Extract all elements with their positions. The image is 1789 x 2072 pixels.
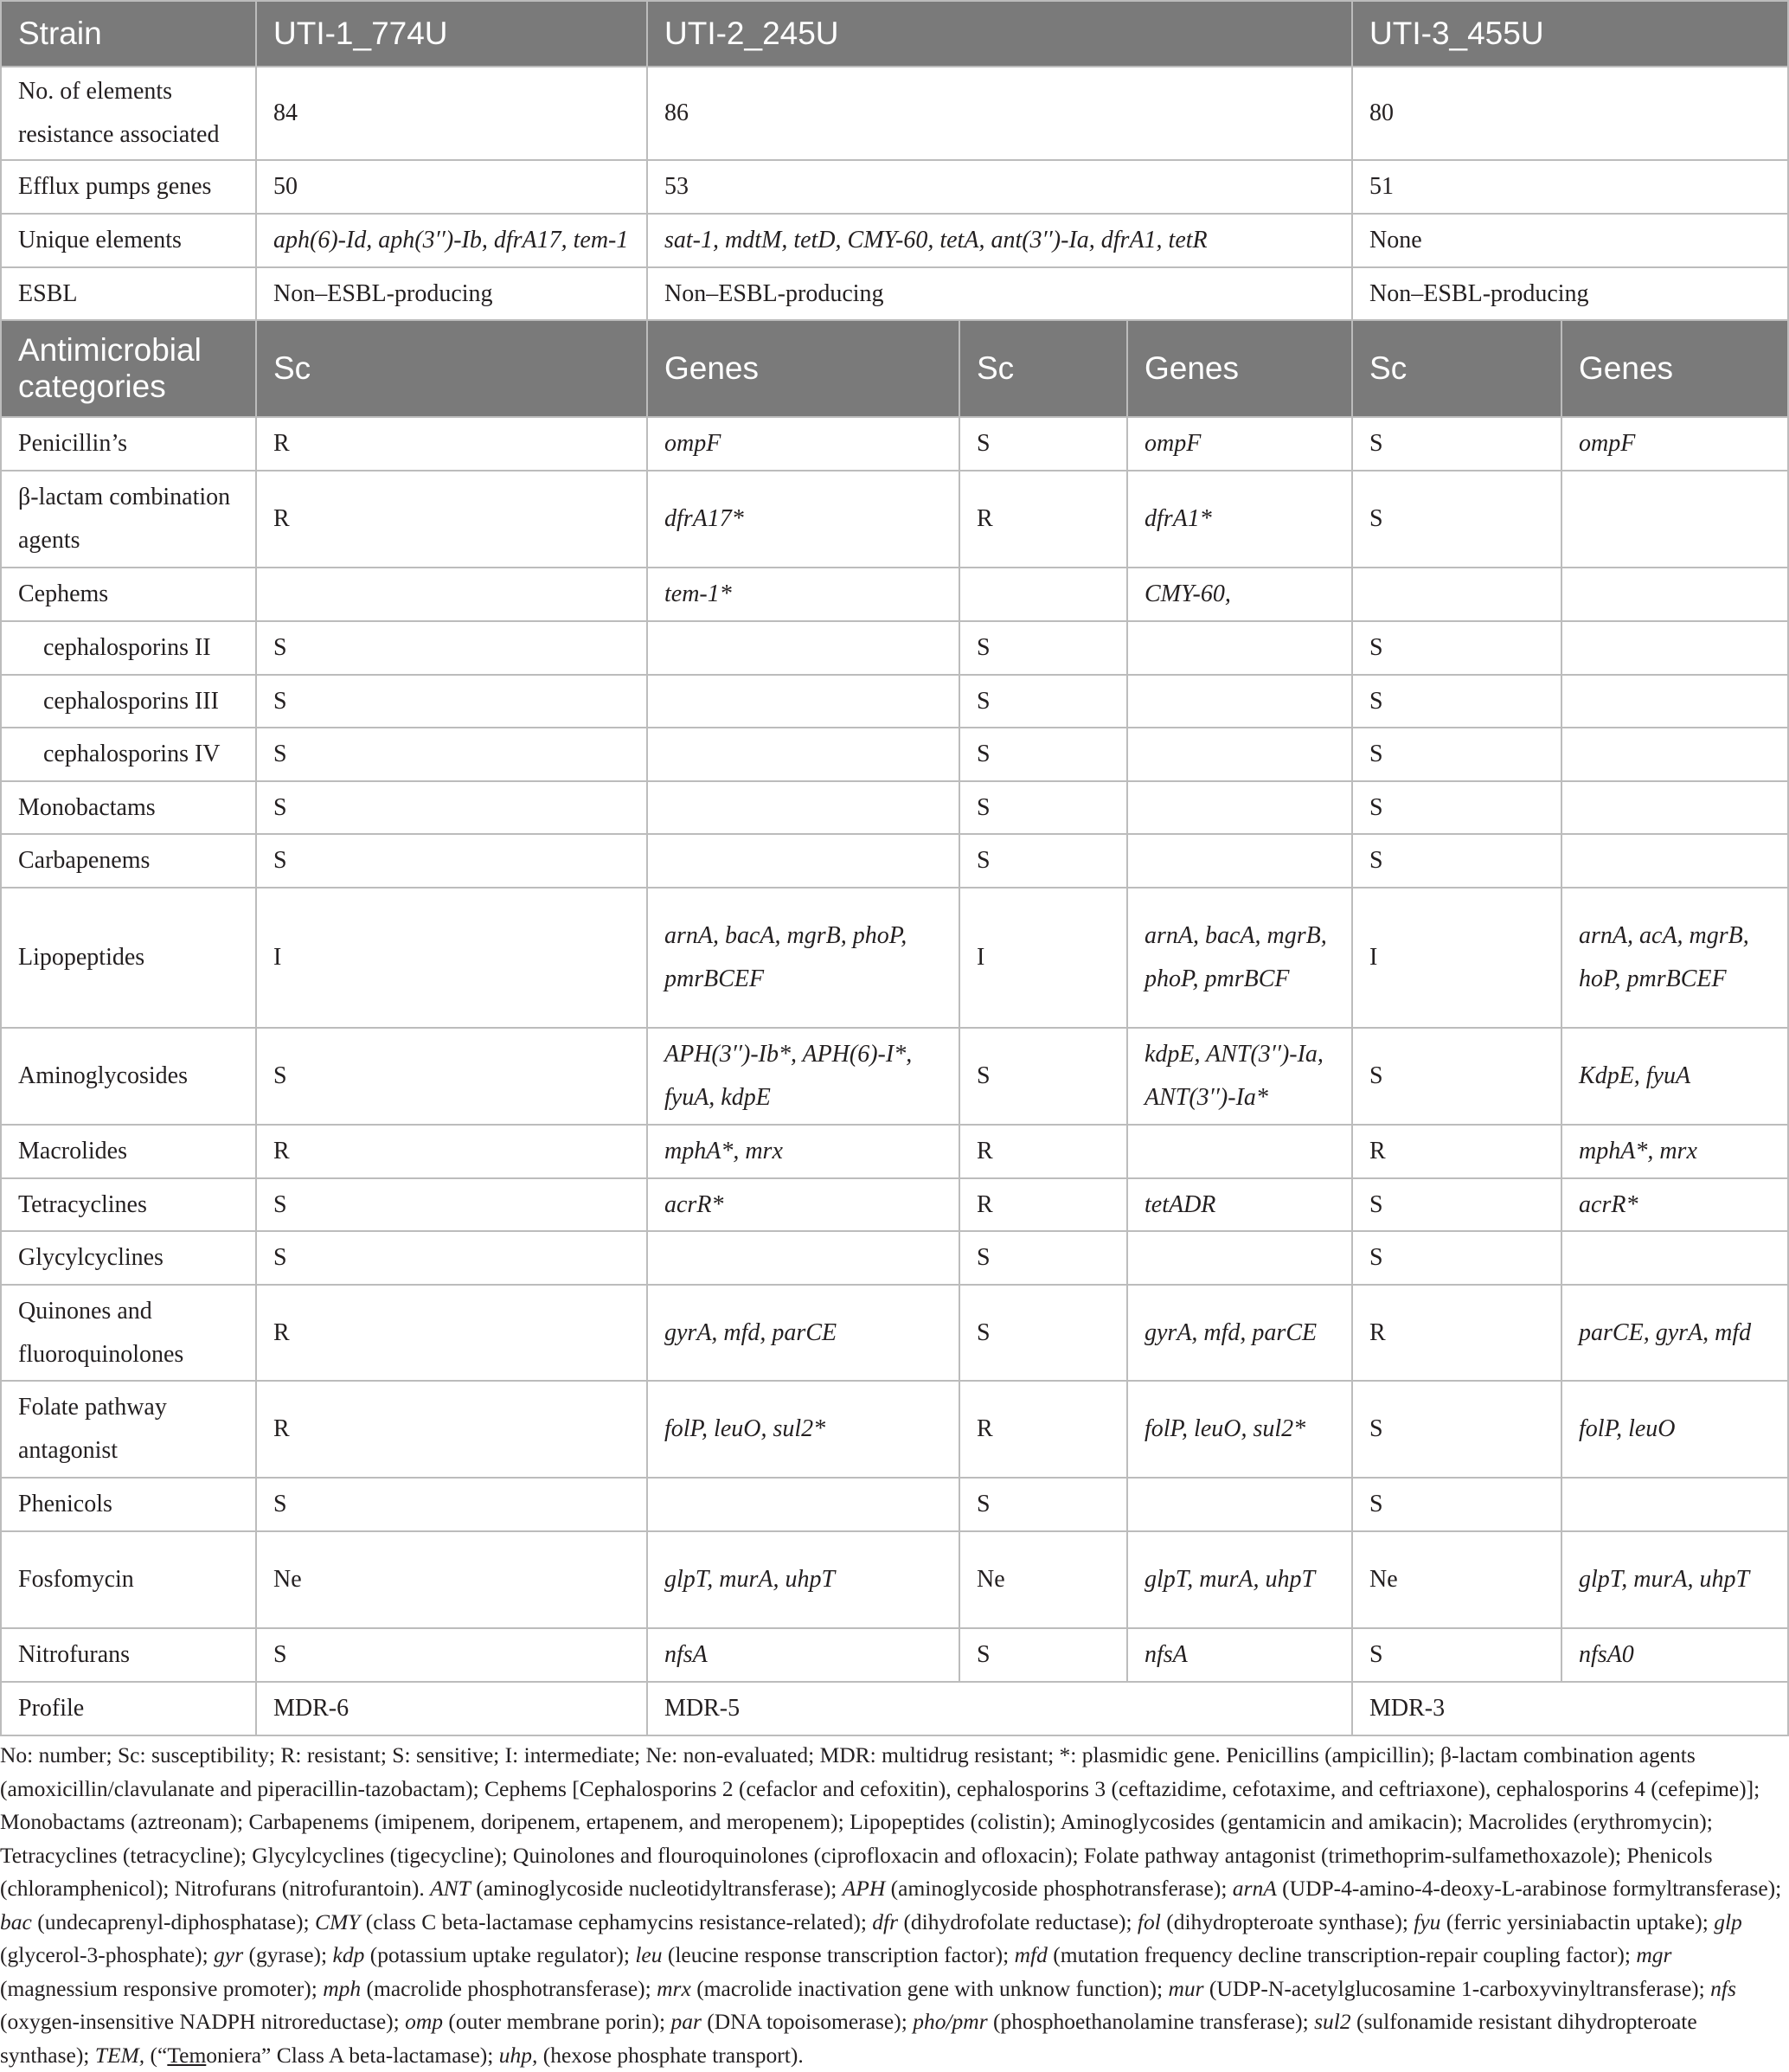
footnote-text: (dihydropteroate synthase); (1160, 1908, 1414, 1934)
footnote-text: (“ (144, 2042, 168, 2068)
genes-cell: arnA, acA, mgrB, hoP, pmrBCEF (1561, 888, 1788, 1028)
summary-value: None (1352, 214, 1788, 267)
genes-cell (1561, 471, 1788, 568)
category-row (1, 568, 1788, 621)
row-label: ESBL (1, 267, 256, 320)
footnote-text: nfs (1710, 1975, 1736, 2001)
category-label: Folate pathway antagonist (1, 1381, 256, 1478)
genes-cell: mphA*, mrx (1561, 1125, 1788, 1178)
footnote-text: (potassium uptake regulator); (364, 1942, 636, 1967)
footnote-text: (macrolide phosphotransferase); (361, 1975, 657, 2001)
footnote-text: bac (0, 1908, 32, 1934)
genes-cell: mphA*, mrx (647, 1125, 959, 1178)
susceptibility-cell: S (959, 417, 1127, 471)
category-row (1, 1028, 1788, 1125)
strain-header-row (1, 1, 1788, 67)
susceptibility-cell: S (959, 781, 1127, 834)
category-row (1, 888, 1788, 1028)
susceptibility-cell: Ne (1352, 1531, 1561, 1628)
footnote-text: (ferric yersiniabactin uptake); (1440, 1908, 1715, 1934)
summary-value: 50 (256, 160, 647, 214)
category-label: Penicillin’s (1, 417, 256, 471)
table-footnote (0, 1739, 1787, 2072)
footnote-text: (phosphoethanolamine transferase); (987, 2009, 1315, 2034)
genes-cell: arnA, bacA, mgrB, phoP, pmrBCEF (647, 888, 959, 1028)
category-row (1, 1478, 1788, 1531)
genes-cell: CMY-60, (1127, 568, 1352, 621)
category-row (1, 471, 1788, 568)
genes-cell (647, 834, 959, 888)
genes-cell: kdpE, ANT(3′′)-Ia, ANT(3′′)-Ia* (1127, 1028, 1352, 1125)
susceptibility-cell: S (1352, 675, 1561, 728)
susceptibility-cell: S (256, 621, 647, 675)
footnote-text: Tem (167, 2042, 207, 2068)
susceptibility-cell: I (256, 888, 647, 1028)
genes-cell: gyrA, mfd, parCE (647, 1285, 959, 1381)
strain-header-label: Strain (1, 1, 256, 67)
footnote-text: (macrolide inactivation gene with unknow function); (690, 1975, 1169, 2001)
genes-cell: glpT, murA, uhpT (1127, 1531, 1352, 1628)
summary-value: 51 (1352, 160, 1788, 214)
genes-cell (647, 728, 959, 781)
category-row (1, 1178, 1788, 1231)
susceptibility-cell (256, 568, 647, 621)
sc-header: Sc (1352, 320, 1561, 417)
genes-cell (1127, 675, 1352, 728)
susceptibility-cell: S (1352, 834, 1561, 888)
susceptibility-cell: S (959, 834, 1127, 888)
genes-header: Genes (1561, 320, 1788, 417)
row-label: No. of elements resistance associated (1, 67, 256, 160)
genes-cell: parCE, gyrA, mfd (1561, 1285, 1788, 1381)
strain-name: UTI-2_245U (647, 1, 1352, 67)
footnote-text: (glycerol-3-phosphate); (0, 1942, 215, 1967)
susceptibility-cell: Ne (959, 1531, 1127, 1628)
summary-value: aph(6)-Id, aph(3′′)-Ib, dfrA17, tem-1 (256, 214, 647, 267)
genes-cell: folP, leuO (1561, 1381, 1788, 1478)
footnote-text: leu (635, 1942, 663, 1967)
susceptibility-cell: S (256, 1628, 647, 1682)
footnote-text: pho/pmr (913, 2009, 988, 2034)
susceptibility-cell: S (959, 621, 1127, 675)
genes-header: Genes (647, 320, 959, 417)
category-label: Tetracyclines (1, 1178, 256, 1231)
summary-row (1, 214, 1788, 267)
genes-cell: APH(3′′)-Ib*, APH(6)-I*, fyuA, kdpE (647, 1028, 959, 1125)
susceptibility-cell: S (959, 1478, 1127, 1531)
category-row (1, 1125, 1788, 1178)
footnote-text: arnA (1232, 1876, 1277, 1901)
genes-header: Genes (1127, 320, 1352, 417)
genes-cell: folP, leuO, sul2* (1127, 1381, 1352, 1478)
footnote-text: TEM, (94, 2042, 145, 2068)
summary-row (1, 267, 1788, 320)
sc-header: Sc (256, 320, 647, 417)
genes-cell (1561, 728, 1788, 781)
genes-cell (1561, 781, 1788, 834)
genes-cell: dfrA17* (647, 471, 959, 568)
susceptibility-cell: S (256, 1231, 647, 1285)
susceptibility-cell: S (959, 1285, 1127, 1381)
summary-row (1, 160, 1788, 214)
genes-cell (1561, 834, 1788, 888)
susceptibility-cell: S (1352, 781, 1561, 834)
genes-cell (1127, 728, 1352, 781)
footnote-text: (aminoglycoside nucleotidyltransferase); (470, 1876, 843, 1901)
susceptibility-cell (959, 568, 1127, 621)
category-row (1, 781, 1788, 834)
category-label: Cephems (1, 568, 256, 621)
susceptibility-cell: R (1352, 1285, 1561, 1381)
susceptibility-cell: R (256, 1125, 647, 1178)
genes-cell: acrR* (1561, 1178, 1788, 1231)
susceptibility-cell: S (1352, 1478, 1561, 1531)
profile-value: MDR-5 (647, 1682, 1352, 1735)
genes-cell: nfsA0 (1561, 1628, 1788, 1682)
footnote-text: (leucine response transcription factor); (662, 1942, 1015, 1967)
summary-value: sat-1, mdtM, tetD, CMY-60, tetA, ant(3′′)-Ia, dfrA1, tetR (647, 214, 1352, 267)
susceptibility-cell: R (256, 417, 647, 471)
sc-header: Sc (959, 320, 1127, 417)
susceptibility-cell: S (256, 675, 647, 728)
footnote-text: uhp, (498, 2042, 538, 2068)
footnote-text: ANT (430, 1876, 471, 1901)
category-label: Fosfomycin (1, 1531, 256, 1628)
footnote-text: dfr (872, 1908, 899, 1934)
genes-cell (1561, 568, 1788, 621)
summary-value: Non–ESBL-producing (647, 267, 1352, 320)
footnote-text: No: number; Sc: susceptibility; R: resistant; S: sensitive; I: intermediate; Ne: non-evaluated; MDR: multidrug resistant; *: plasmidic gene. Penicillins (ampicillin); β-lactam combination agents (amoxicillin/clavulanate and piperacillin-tazobactam); Cephems [Cephalosporins 2 (cefaclor and cefoxitin), cephalosporins 3 (ceftazidime, cefotaxime, and ceftriaxone), cephalosporins 4 (cefepime)]; Monobactams (aztreonam); Carbapenems (imipenem, doripenem, ertapenem, and meropenem); Lipopeptides (colistin); Aminoglycosides (gentamicin and amikacin); Macrolides (erythromycin); Tetracyclines (tetracycline); Glycylcyclines (tigecycline); Quinolones and flouroquinolones (ciprofloxacin and ofloxacin); Folate pathway antagonist (trimethoprim-sulfamethoxazole); Phenicols (chloramphenicol); Nitrofurans (nitrofurantoin). (0, 1742, 1760, 1901)
susceptibility-cell: S (959, 1628, 1127, 1682)
genes-cell: dfrA1* (1127, 471, 1352, 568)
footnote-text: omp (405, 2009, 444, 2034)
susceptibility-cell: S (256, 1178, 647, 1231)
genes-cell (1127, 621, 1352, 675)
footnote-text: (hexose phosphate transport). (537, 2042, 804, 2068)
susceptibility-cell: S (959, 728, 1127, 781)
genes-cell (1127, 781, 1352, 834)
footnote-text: mgr (1636, 1942, 1672, 1967)
susceptibility-cell: S (1352, 1028, 1561, 1125)
summary-row (1, 67, 1788, 160)
strain-name: UTI-1_774U (256, 1, 647, 67)
footnote-text: CMY (314, 1908, 361, 1934)
genes-cell (1561, 621, 1788, 675)
footnote-text: fol (1137, 1908, 1161, 1934)
genes-cell: nfsA (1127, 1628, 1352, 1682)
susceptibility-cell: S (256, 1478, 647, 1531)
footnote-text: (class C beta-lactamase cephamycins resistance-related); (360, 1908, 873, 1934)
genes-cell (647, 781, 959, 834)
genes-cell: arnA, bacA, mgrB, phoP, pmrBCF (1127, 888, 1352, 1028)
genes-cell: ompF (1127, 417, 1352, 471)
susceptibility-cell: R (959, 1178, 1127, 1231)
summary-value: 84 (256, 67, 647, 160)
profile-value: MDR-6 (256, 1682, 647, 1735)
row-label: Profile (1, 1682, 256, 1735)
susceptibility-cell: R (256, 1381, 647, 1478)
footnote-text: (DNA topoisomerase); (701, 2009, 914, 2034)
footnote-text: mph (323, 1975, 362, 2001)
footnote-text: sul2 (1314, 2009, 1351, 2034)
susceptibility-cell: I (959, 888, 1127, 1028)
genes-cell: gyrA, mfd, parCE (1127, 1285, 1352, 1381)
category-label: Lipopeptides (1, 888, 256, 1028)
genes-cell (647, 675, 959, 728)
strain-name: UTI-3_455U (1352, 1, 1788, 67)
category-row (1, 1285, 1788, 1381)
genes-cell (1127, 1231, 1352, 1285)
category-label: Macrolides (1, 1125, 256, 1178)
footnote-text: mur (1168, 1975, 1204, 2001)
footnote-text: (mutation frequency decline transcription-repair coupling factor); (1047, 1942, 1637, 1967)
category-label: cephalosporins III (1, 675, 256, 728)
genes-cell (647, 621, 959, 675)
footnote-text: mrx (657, 1975, 691, 2001)
genes-cell (1127, 834, 1352, 888)
category-label: Quinones and fluoroquinolones (1, 1285, 256, 1381)
genes-cell (647, 1478, 959, 1531)
susceptibility-cell: S (1352, 1231, 1561, 1285)
susceptibility-cell: I (1352, 888, 1561, 1028)
genes-cell (1561, 675, 1788, 728)
category-label: Phenicols (1, 1478, 256, 1531)
susceptibility-cell: S (256, 1028, 647, 1125)
susceptibility-cell: S (1352, 1628, 1561, 1682)
susceptibility-cell: R (959, 1125, 1127, 1178)
profile-row (1, 1682, 1788, 1735)
footnote-text: (UDP-4-amino-4-deoxy-L-arabinose formyltransferase); (1276, 1876, 1782, 1901)
footnote-text: gyr (214, 1942, 244, 1967)
footnote-text: (magnessium responsive promoter); (0, 1975, 324, 2001)
footnote-text: kdp (332, 1942, 365, 1967)
susceptibility-cell: R (959, 471, 1127, 568)
category-label: Monobactams (1, 781, 256, 834)
genes-cell (1561, 1231, 1788, 1285)
genes-cell: glpT, murA, uhpT (1561, 1531, 1788, 1628)
category-row (1, 1628, 1788, 1682)
category-row (1, 1231, 1788, 1285)
footnote-text: (undecaprenyl-diphosphatase); (31, 1908, 315, 1934)
category-row (1, 1531, 1788, 1628)
category-row (1, 1381, 1788, 1478)
profile-value: MDR-3 (1352, 1682, 1788, 1735)
susceptibility-cell: R (1352, 1125, 1561, 1178)
footnote-text: glp (1714, 1908, 1742, 1934)
genes-cell: nfsA (647, 1628, 959, 1682)
footnote-text: mfd (1014, 1942, 1048, 1967)
summary-value: 80 (1352, 67, 1788, 160)
footnote-text: (aminoglycoside phosphotransferase); (885, 1876, 1233, 1901)
row-label: Efflux pumps genes (1, 160, 256, 214)
footnote-text: (oxygen-insensitive NADPH nitroreductase); (0, 2009, 406, 2034)
susceptibility-cell (1352, 568, 1561, 621)
susceptibility-cell: S (256, 834, 647, 888)
genes-cell: folP, leuO, sul2* (647, 1381, 959, 1478)
category-label: Aminoglycosides (1, 1028, 256, 1125)
genes-cell (1127, 1478, 1352, 1531)
susceptibility-cell: S (1352, 728, 1561, 781)
summary-value: 53 (647, 160, 1352, 214)
susceptibility-cell: R (256, 471, 647, 568)
susceptibility-cell: S (959, 1231, 1127, 1285)
genes-cell (647, 1231, 959, 1285)
footnote-text: (gyrase); (243, 1942, 333, 1967)
category-row (1, 834, 1788, 888)
genes-cell: tem-1* (647, 568, 959, 621)
susceptibility-cell: S (1352, 1381, 1561, 1478)
susceptibility-cell: S (256, 781, 647, 834)
footnote-text: APH (842, 1876, 886, 1901)
genes-cell: acrR* (647, 1178, 959, 1231)
susceptibility-cell: S (256, 728, 647, 781)
summary-value: Non–ESBL-producing (1352, 267, 1788, 320)
summary-value: Non–ESBL-producing (256, 267, 647, 320)
susceptibility-cell: R (256, 1285, 647, 1381)
susceptibility-cell: Ne (256, 1531, 647, 1628)
genes-cell (1127, 1125, 1352, 1178)
susceptibility-cell: S (1352, 1178, 1561, 1231)
category-label: Glycylcyclines (1, 1231, 256, 1285)
category-label: β-lactam combination agents (1, 471, 256, 568)
susceptibility-cell: R (959, 1381, 1127, 1478)
footnote-text: (dihydrofolate reductase); (898, 1908, 1138, 1934)
category-row (1, 417, 1788, 471)
genes-cell: KdpE, fyuA (1561, 1028, 1788, 1125)
category-label: Nitrofurans (1, 1628, 256, 1682)
genes-cell: ompF (647, 417, 959, 471)
footnote-text: fyu (1414, 1908, 1441, 1934)
genes-cell: ompF (1561, 417, 1788, 471)
footnote-text: (UDP-N-acetylglucosamine 1-carboxyvinyltransferase); (1203, 1975, 1711, 2001)
susceptibility-cell: S (1352, 621, 1561, 675)
genes-cell (1561, 1478, 1788, 1531)
footnote-text: (sulfonamide resistant dihydropteroate synthase); (0, 2009, 1697, 2068)
genes-cell: glpT, murA, uhpT (647, 1531, 959, 1628)
summary-value: 86 (647, 67, 1352, 160)
susceptibility-cell: S (1352, 417, 1561, 471)
susceptibility-cell: S (1352, 471, 1561, 568)
footnote-text: par (670, 2009, 702, 2034)
category-header-row (1, 320, 1788, 417)
row-label: Unique elements (1, 214, 256, 267)
category-label: cephalosporins II (1, 621, 256, 675)
footnote-text: oniera” Class A beta-lactamase); (206, 2042, 499, 2068)
category-row (1, 728, 1788, 781)
category-label: Carbapenems (1, 834, 256, 888)
category-row (1, 621, 1788, 675)
category-label: cephalosporins IV (1, 728, 256, 781)
footnote-text: (outer membrane porin); (443, 2009, 671, 2034)
category-header-label: Antimicrobial categories (1, 320, 256, 417)
category-row (1, 675, 1788, 728)
susceptibility-cell: S (959, 1028, 1127, 1125)
susceptibility-cell: S (959, 675, 1127, 728)
genes-cell: tetADR (1127, 1178, 1352, 1231)
